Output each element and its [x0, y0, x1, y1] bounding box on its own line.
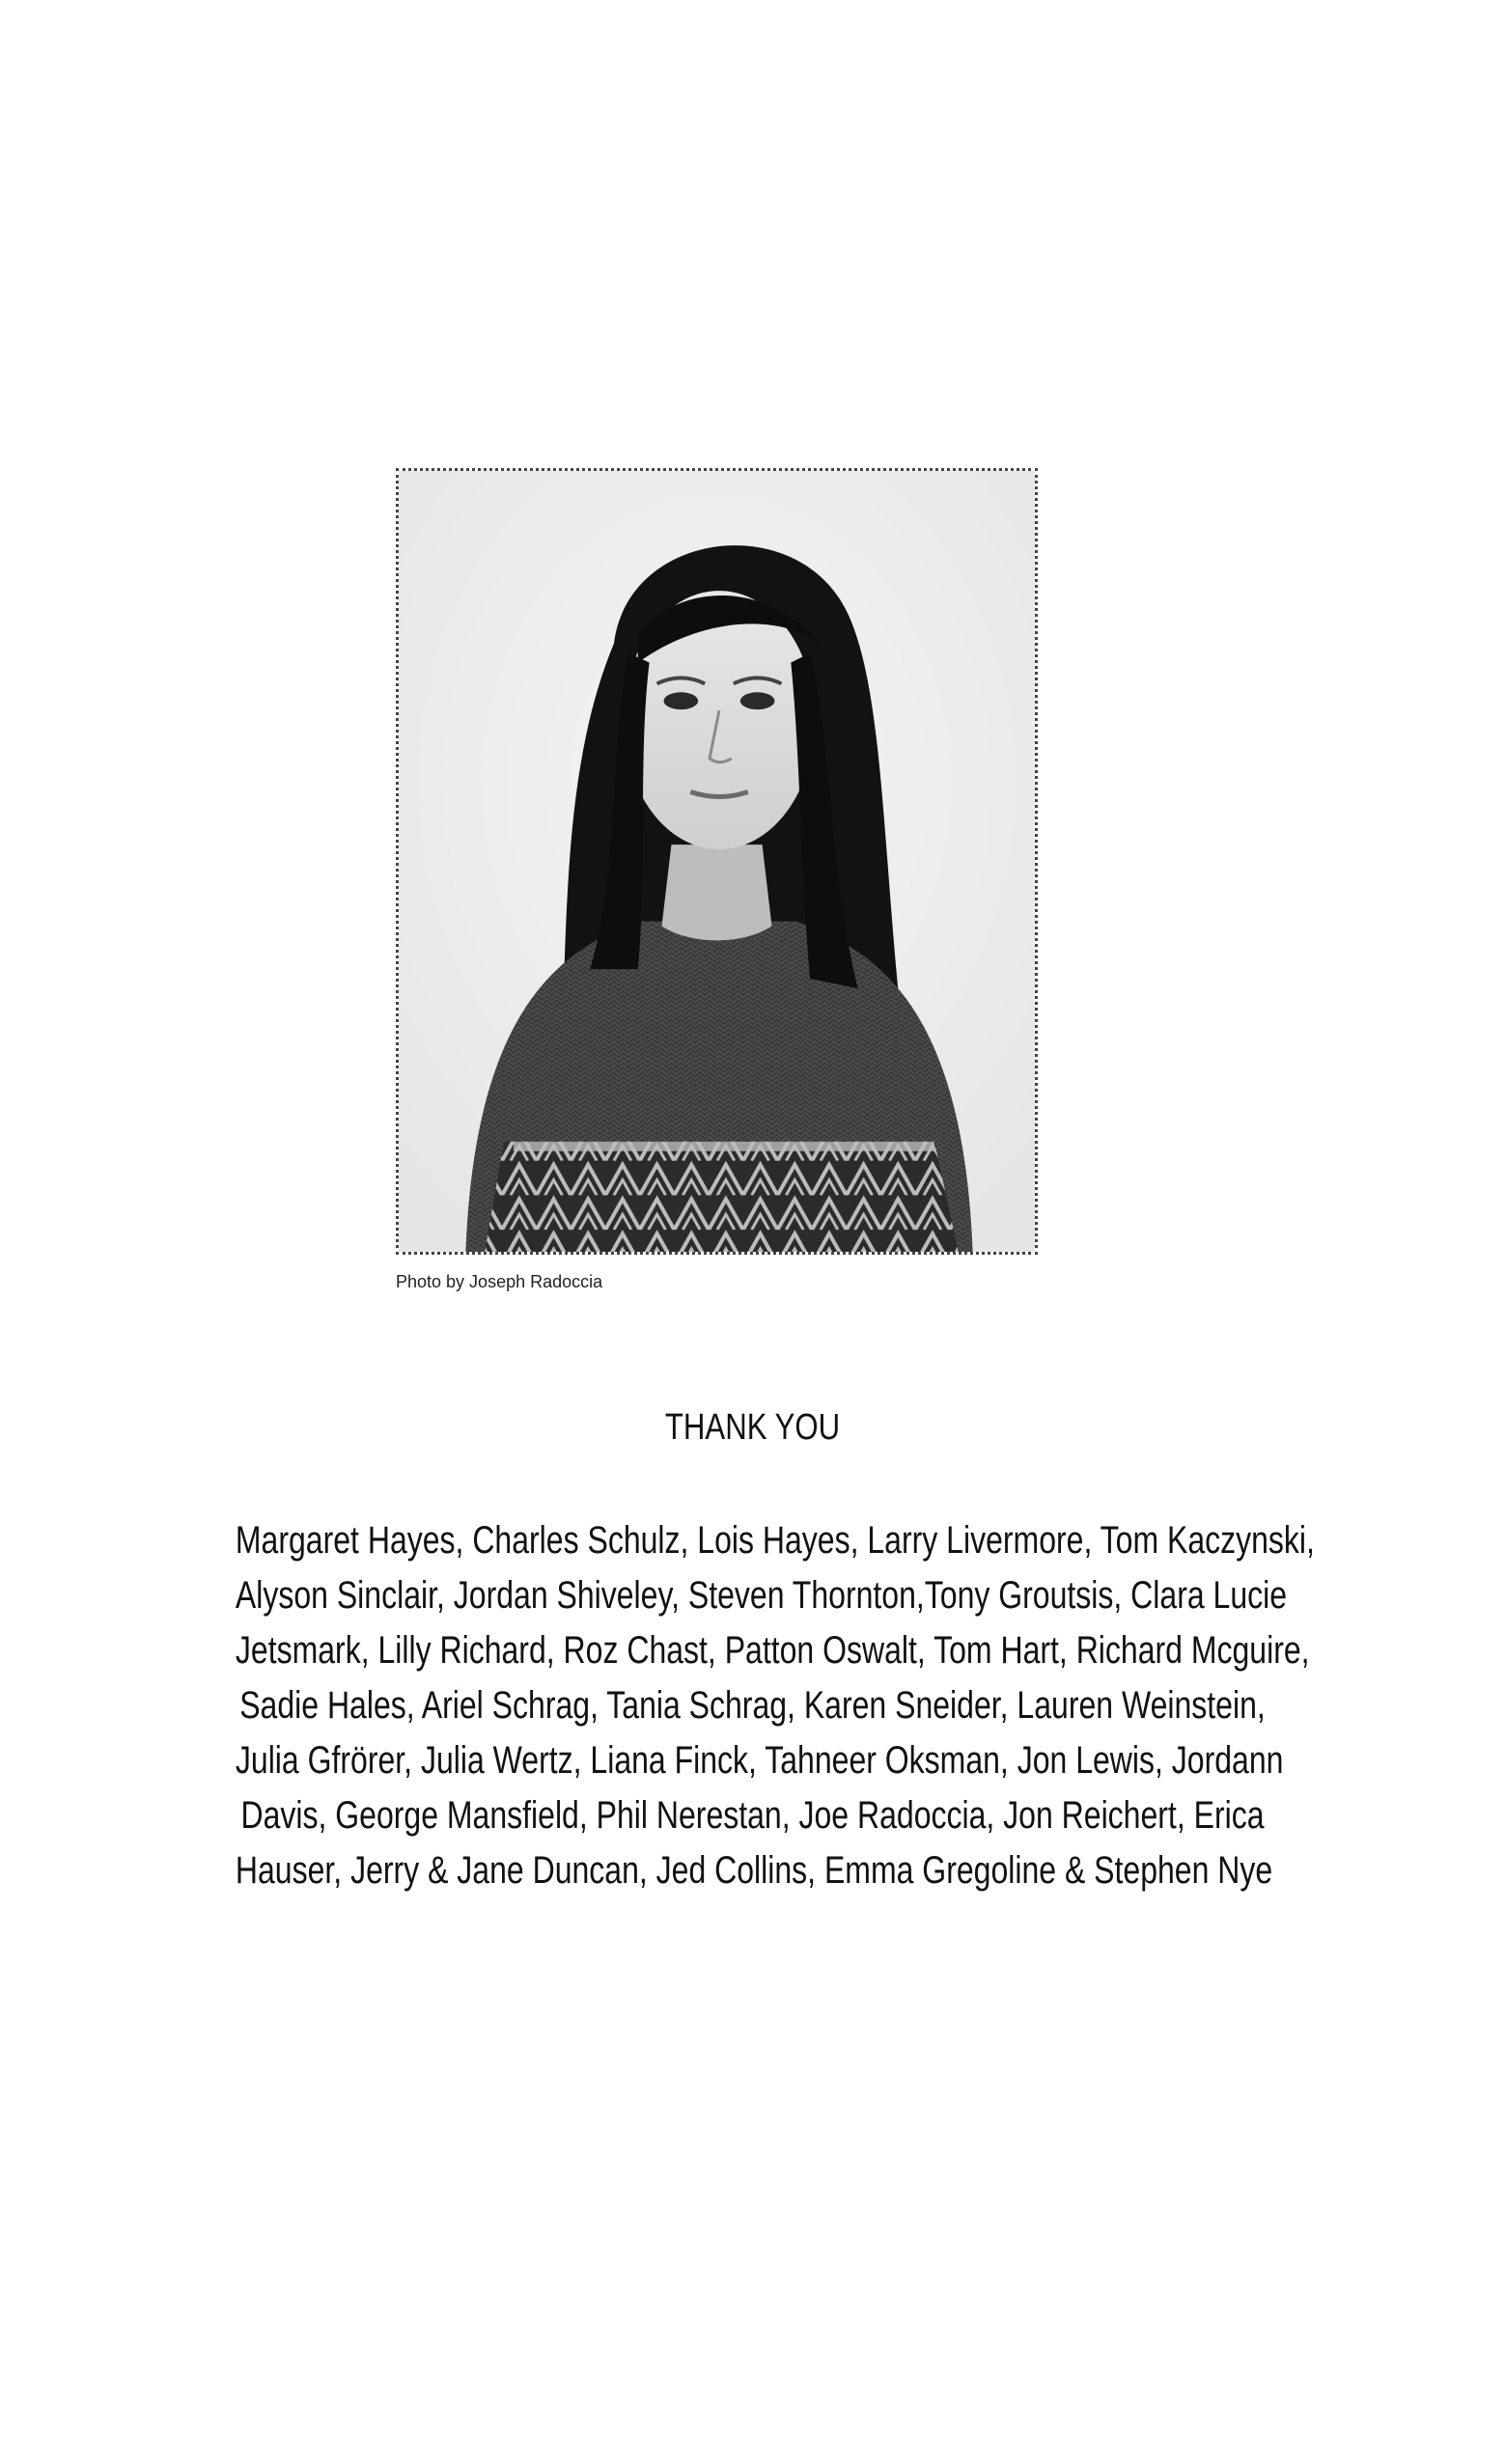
- author-photo-frame: [396, 468, 1038, 1255]
- acknowledgement-line: Margaret Hayes, Charles Schulz, Lois Hayes, Larry Livermore, Tom Kaczynski,: [235, 1519, 1315, 1562]
- photo-credit: Photo by Joseph Radoccia: [396, 1272, 603, 1291]
- acknowledgements-list: [106, 1513, 1399, 1898]
- acknowledgement-line: Julia Gfrörer, Julia Wertz, Liana Finck, Tahneer Oksman, Jon Lewis, Jordann: [235, 1739, 1284, 1782]
- thank-you-heading: THANK YOU: [664, 1407, 841, 1448]
- acknowledgement-line: Davis, George Mansfield, Phil Nerestan, Joe Radoccia, Jon Reichert, Erica: [240, 1794, 1265, 1837]
- author-portrait: [399, 471, 1035, 1252]
- acknowledgement-line: Jetsmark, Lilly Richard, Roz Chast, Patton Oswalt, Tom Hart, Richard Mcguire,: [235, 1629, 1310, 1672]
- acknowledgement-line: Hauser, Jerry & Jane Duncan, Jed Collins, Emma Gregoline & Stephen Nye: [235, 1849, 1273, 1892]
- acknowledgement-line: Sadie Hales, Ariel Schrag, Tania Schrag, Karen Sneider, Lauren Weinstein,: [239, 1684, 1266, 1727]
- acknowledgement-line: Alyson Sinclair, Jordan Shiveley, Steven Thornton,Tony Groutsis, Clara Lucie: [235, 1574, 1288, 1617]
